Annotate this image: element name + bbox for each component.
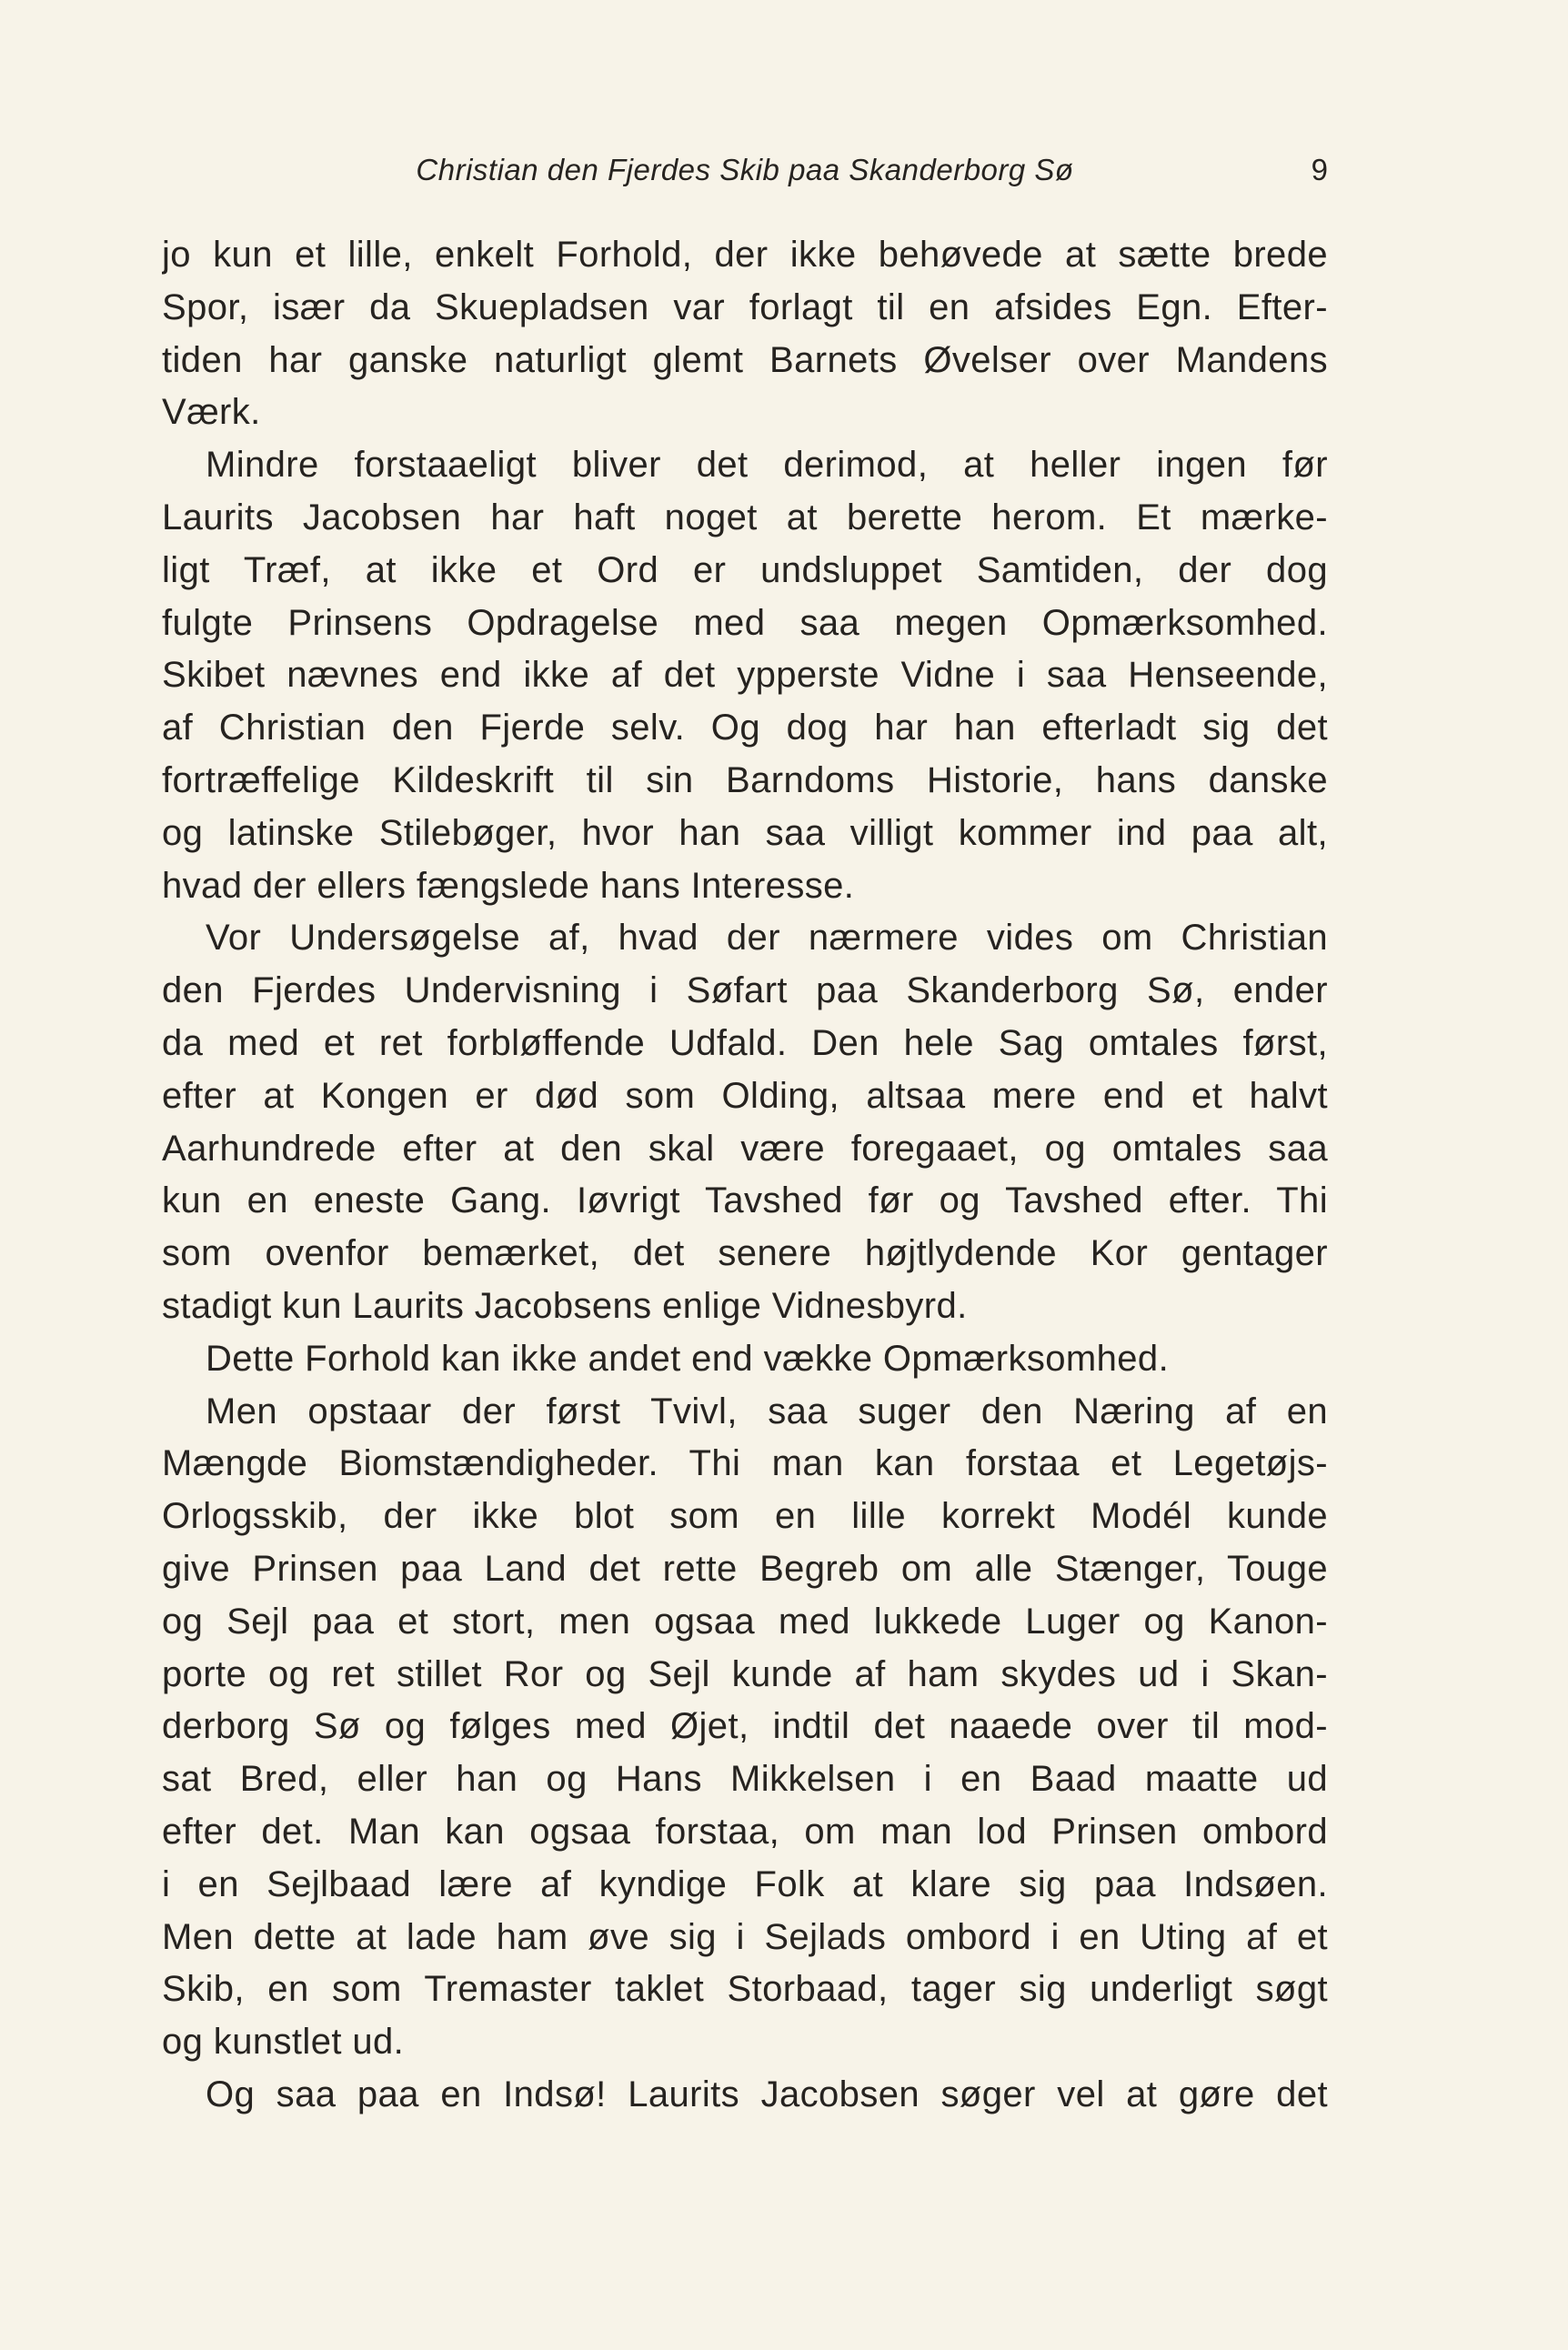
text-line: Dette Forhold kan ikke andet end vække Opmærksomhed. <box>206 1338 1170 1379</box>
text-line: Mindre forstaaeligt bliver det derimod, at heller ingen før <box>206 445 1328 486</box>
text-line: og latinske Stilebøger, hvor han saa villigt kommer ind paa alt, <box>162 812 1328 853</box>
text-line: og kunstlet ud. <box>162 2022 405 2063</box>
text-line: Skib, en som Tremaster taklet Storbaad, tager sig underligt søgt <box>162 1969 1328 2010</box>
text-line: da med et ret forbløffende Udfald. Den hele Sag omtales først, <box>162 1022 1328 1063</box>
text-line: porte og ret stillet Ror og Sejl kunde af ham skydes ud i Skan- <box>162 1653 1328 1694</box>
text-line: Værk. <box>162 392 261 433</box>
text-line: og Sejl paa et stort, men ogsaa med lukkede Luger og Kanon- <box>162 1601 1328 1642</box>
text-line: jo kun et lille, enkelt Forhold, der ikke behøvede at sætte brede <box>162 235 1328 275</box>
text-line: Spor, især da Skuepladsen var forlagt til en afsides Egn. Efter- <box>162 286 1328 327</box>
running-title: Christian den Fjerdes Skib paa Skanderborg Sø <box>416 153 1074 186</box>
text-line: Men dette at lade ham øve sig i Sejlads ombord i en Uting af et <box>162 1916 1328 1957</box>
text-line: stadigt kun Laurits Jacobsens enlige Vidnesbyrd. <box>162 1285 968 1326</box>
text-line: tiden har ganske naturligt glemt Barnets Øvelser over Mandens <box>162 339 1328 380</box>
text-line: Og saa paa en Indsø! Laurits Jacobsen søger vel at gøre det <box>206 2074 1328 2114</box>
text-line: Mængde Biomstændigheder. Thi man kan forstaa et Legetøjs- <box>162 1443 1328 1484</box>
text-line: fortræffelige Kildeskrift til sin Barndoms Historie, hans danske <box>162 759 1328 800</box>
text-line: kun en eneste Gang. Iøvrigt Tavshed før og Tavshed efter. Thi <box>162 1180 1328 1221</box>
text-line: efter det. Man kan ogsaa forstaa, om man lod Prinsen ombord <box>162 1811 1328 1852</box>
text-line: sat Bred, eller han og Hans Mikkelsen i en Baad maatte ud <box>162 1759 1328 1800</box>
page-number: 9 <box>1311 153 1328 186</box>
body-text <box>162 229 1328 2122</box>
text-line: derborg Sø og følges med Øjet, indtil det naaede over til mod- <box>162 1706 1328 1747</box>
text-line: af Christian den Fjerde selv. Og dog har han efterladt sig det <box>162 708 1328 748</box>
text-line: fulgte Prinsens Opdragelse med saa megen Opmærksomhed. <box>162 602 1328 643</box>
text-line: Men opstaar der først Tvivl, saa suger den Næring af en <box>206 1391 1328 1431</box>
text-line: i en Sejlbaad lære af kyndige Folk at klare sig paa Indsøen. <box>162 1863 1328 1904</box>
text-line: hvad der ellers fængslede hans Interesse. <box>162 865 855 906</box>
text-line: Vor Undersøgelse af, hvad der nærmere vides om Christian <box>206 918 1328 959</box>
text-line: Laurits Jacobsen har haft noget at berette herom. Et mærke- <box>162 497 1328 537</box>
text-line: Orlogsskib, der ikke blot som en lille korrekt Modél kunde <box>162 1496 1328 1537</box>
text-line: den Fjerdes Undervisning i Søfart paa Skanderborg Sø, ender <box>162 970 1328 1011</box>
running-head <box>162 146 1328 195</box>
text-line: som ovenfor bemærket, det senere højtlydende Kor gentager <box>162 1233 1328 1274</box>
text-line: efter at Kongen er død som Olding, altsaa mere end et halvt <box>162 1075 1328 1116</box>
text-line: Skibet nævnes end ikke af det ypperste Vidne i saa Henseende, <box>162 655 1328 696</box>
text-line: Aarhundrede efter at den skal være foregaaet, og omtales saa <box>162 1128 1328 1169</box>
text-line: ligt Træf, at ikke et Ord er undsluppet Samtiden, der dog <box>162 549 1328 590</box>
text-line: give Prinsen paa Land det rette Begreb om alle Stænger, Touge <box>162 1548 1328 1589</box>
